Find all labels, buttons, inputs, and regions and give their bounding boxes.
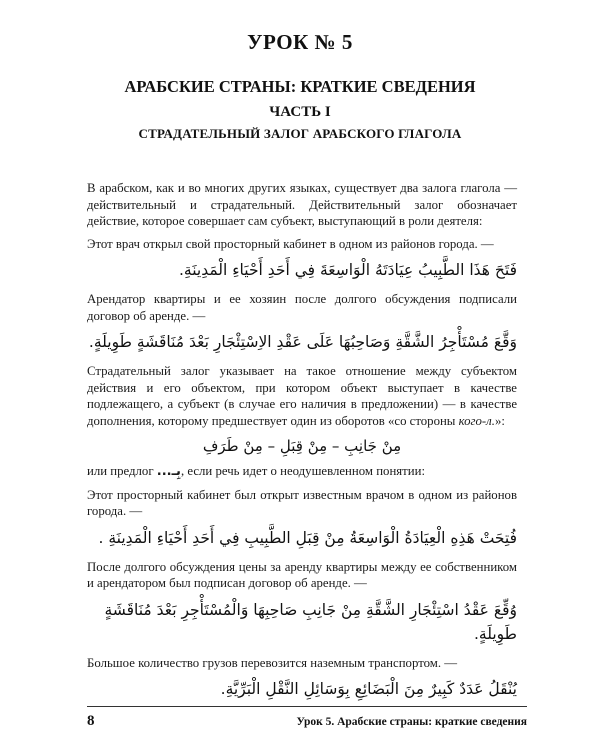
lesson-title: УРОК № 5 bbox=[247, 30, 353, 54]
preposition-line bbox=[87, 463, 517, 481]
example1-russian: Этот врач открыл свой просторный кабинет в одном из районов города. — bbox=[87, 236, 494, 251]
preposition-line-end: , если речь идет о неодушевленном понятии: bbox=[180, 464, 426, 478]
passive-definition-italic: кого-л. bbox=[458, 413, 495, 428]
example1-arabic: فَتَحَ هَذَا الطَّبِيبُ عِيَادَتَهُ الْوَاسِعَةَ فِي أَحَدِ أَحْيَاءِ الْمَدِينَةِ. bbox=[178, 261, 517, 279]
example3-russian: Этот просторный кабинет был открыт известным врачом в одном из районов города. — bbox=[87, 487, 517, 518]
example5-arabic: يُنْقَلُ عَدَدٌ كَبِيرٌ مِنَ الْبَضَائِعِ بِوَسَائِلِ النَّقْلِ الْبَرِّيَّةِ. bbox=[220, 680, 517, 698]
example4-arabic: وُقِّعَ عَقْدُ اسْتِئْجَارِ الشَّقَّةِ مِنْ جَانِبِ صَاحِبِهَا وَالْمُسْتَأْجِرِ بَعْدَ مُنَاقَشَةٍ طَوِيلَةٍ. bbox=[104, 600, 517, 643]
preposition-arabic: بِـ... bbox=[156, 464, 181, 479]
footer-divider bbox=[87, 706, 527, 707]
example2-arabic: وَقَّعَ مُسْتَأْجِرُ الشَّقَّةِ وَصَاحِبُهَا عَلَى عَقْدِ الاِسْتِئْجَارِ بَعْدَ مُنَاقَشَةٍ طَوِيلَةٍ. bbox=[88, 333, 517, 351]
example5-russian: Большое количество грузов перевозится наземным транспортом. — bbox=[87, 655, 458, 670]
prepositional-phrases-arabic: مِنْ جَانِبِ – مِنْ قِبَلِ – مِنْ طَرَفِ bbox=[202, 437, 402, 455]
passive-definition-paragraph bbox=[87, 363, 517, 429]
example2-russian: Арендатор квартиры и ее хозяин после долгого обсуждения подписали договор об аренде. — bbox=[87, 292, 517, 323]
topic-title: СТРАДАТЕЛЬНЫЙ ЗАЛОГ АРАБСКОГО ГЛАГОЛА bbox=[138, 126, 462, 141]
page-number: 8 bbox=[87, 713, 95, 729]
intro-paragraph: В арабском, как и во многих других языках, существует два залога глагола — действительный и страдательный. Действительный залог обозначает действие, которое совершает сам субъект, выступающий в роли деятеля: bbox=[87, 181, 517, 228]
example4-russian: После долгого обсуждения цены за аренду квартиры между ее собственником и арендатором был подписан договор об аренде. — bbox=[87, 559, 517, 590]
running-head: Урок 5. Арабские страны: краткие сведения bbox=[296, 716, 527, 728]
body-text bbox=[87, 180, 517, 701]
passive-definition-end: »: bbox=[494, 413, 505, 428]
part-title: ЧАСТЬ I bbox=[269, 104, 331, 120]
section-title: АРАБСКИЕ СТРАНЫ: КРАТКИЕ СВЕДЕНИЯ bbox=[124, 77, 476, 96]
passive-definition-text: Страдательный залог указывает на такое отношение между субъектом действия и его объектом, при котором объект выступает в качестве подлежащего, а субъект (в случае его наличия в предложении) — в качестве дополнения, которому предшествует один из оборотов «со стороны bbox=[87, 364, 517, 428]
preposition-line-start: или предлог bbox=[87, 464, 154, 478]
example3-arabic: فُتِحَتْ هَذِهِ الْعِيَادَةُ الْوَاسِعَةُ مِنْ قِبَلِ الطَّبِيبِ فِي أَحَدِ أَحْيَاءِ الْمَدِينَةِ . bbox=[98, 528, 517, 547]
